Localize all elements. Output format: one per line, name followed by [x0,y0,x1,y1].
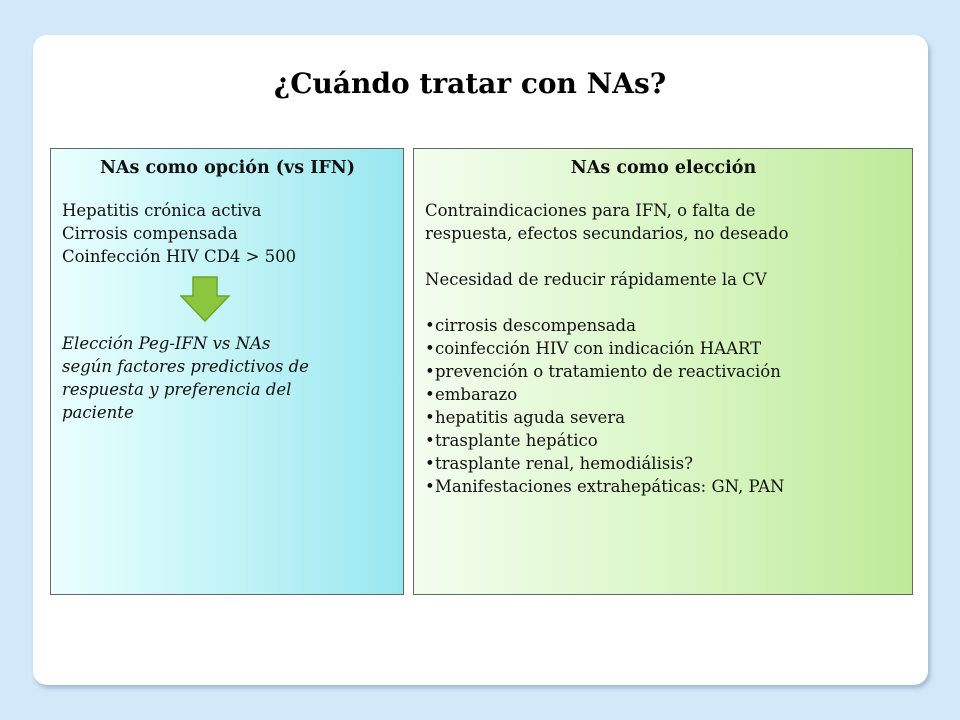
left-line: Hepatitis crónica activa [62,201,262,220]
list-item: •cirrosis descompensada [425,316,636,335]
list-item: •coinfección HIV con indicación HAART [425,339,762,358]
down-arrow-icon [180,276,230,322]
left-line: Coinfección HIV CD4 > 500 [62,247,297,266]
left-italic-line: respuesta y preferencia del [62,380,292,399]
nas-option-box [50,148,404,595]
left-italic-line: paciente [62,403,134,422]
list-item: •hepatitis aguda severa [425,408,626,427]
slide-title: ¿Cuándo tratar con NAs? [273,67,667,100]
list-item: •Manifestaciones extrahepáticas: GN, PAN [425,477,785,496]
right-para-line: respuesta, efectos secundarios, no deseado [425,224,789,243]
nas-choice-heading: NAs como elección [570,158,757,178]
left-line: Cirrosis compensada [62,224,238,243]
list-item: •embarazo [425,385,518,404]
right-para-line: Contraindicaciones para IFN, o falta de [425,201,756,220]
list-item: •trasplante renal, hemodiálisis? [425,454,693,473]
nas-option-heading: NAs como opción (vs IFN) [99,158,356,178]
left-italic-line: según factores predictivos de [62,357,309,376]
right-para-line: Necesidad de reducir rápidamente la CV [425,270,767,289]
indication-list [425,314,902,498]
nas-choice-box [413,148,913,595]
list-item: •prevención o tratamiento de reactivación [425,362,781,381]
list-item: •trasplante hepático [425,431,598,450]
left-italic-line: Elección Peg-IFN vs NAs [62,334,271,353]
